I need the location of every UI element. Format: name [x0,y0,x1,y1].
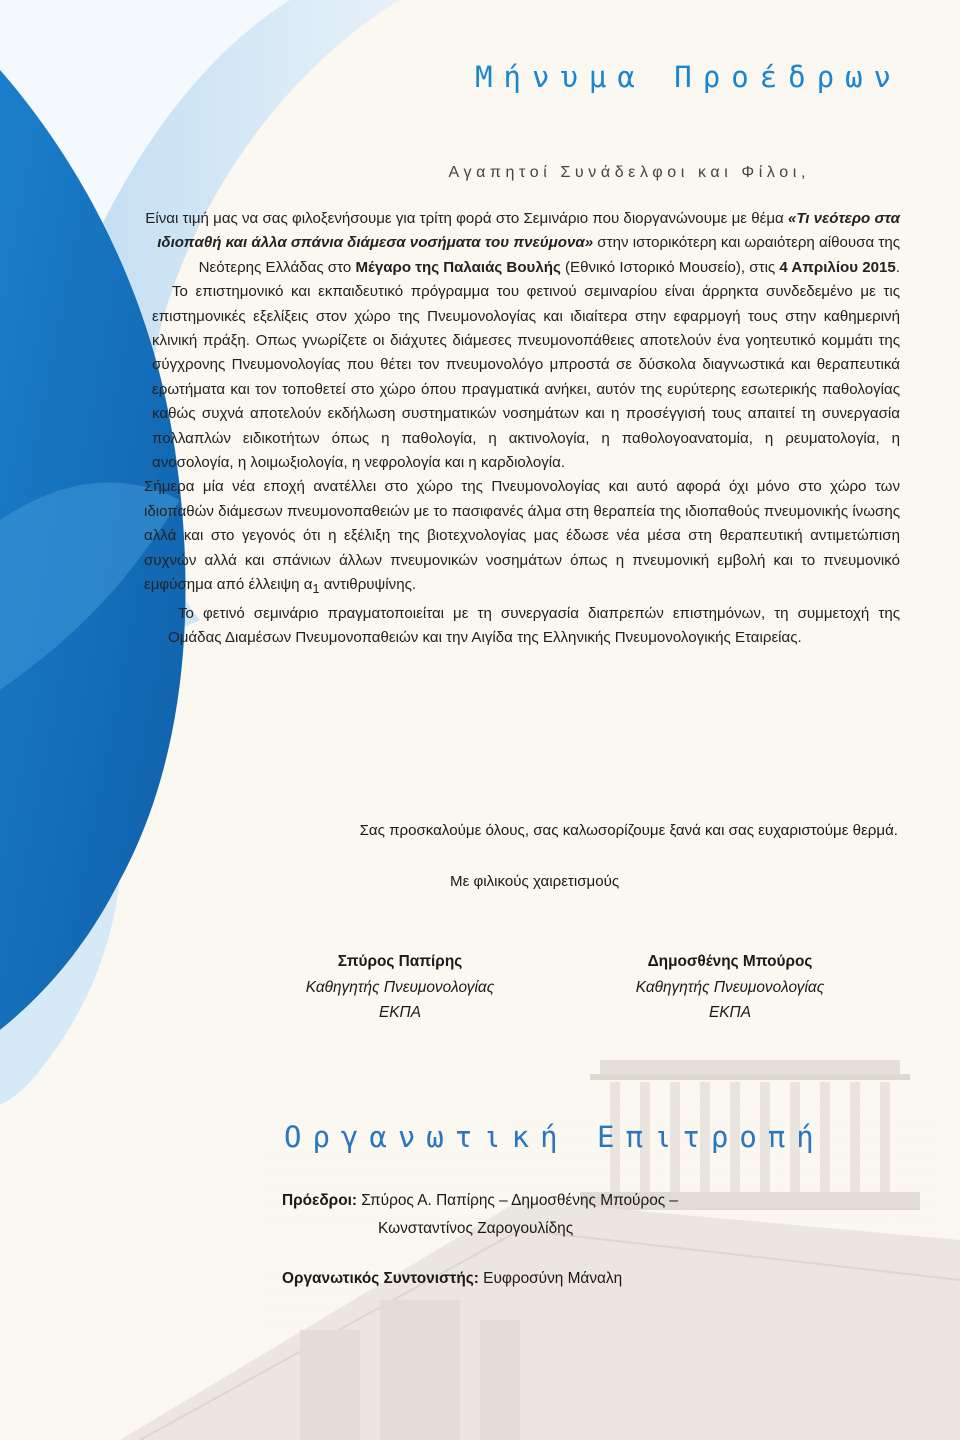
coordinator-label: Οργανωτικός Συντονιστής: [282,1270,479,1287]
intro-text-2: στην ιστορικότερη και ωραιότερη αίθουσα της Νεότερης Ελλάδας στο [198,234,900,276]
greeting: Αγαπητοί Συνάδελφοι και Φίλοι, [448,164,810,181]
signatory-org: ΕΚΠΑ [379,1004,421,1021]
new-era-tail: αντιθρυψίνης. [319,576,417,594]
paragraph-intro [140,207,900,280]
organizing-coordinator [282,1270,622,1288]
closing-regards: Με φιλικούς χαιρετισμούς [450,873,620,890]
signature-block [240,949,560,1026]
chairs-names: Σπύρος Α. Παπίρης – Δημοσθένης Μπούρος – [357,1192,679,1209]
page-title: Μήνυμα Προέδρων [475,60,902,94]
paragraph-program: Το επιστημονικό και εκπαιδευτικό πρόγραμμα του φετινού σεμιναρίου είναι άρρηκτα συνδεδεμένο με τις επιστημονικές εξελίξεις στον χώρο της Πνευμονολογίας και ιδιαίτερα στην εφαρμογή τους στην καθημερινή κλινική πράξη. Οπως γνωρίζετε οι διάχυτες διάμεσες πνευμονοπάθειες αποτελούν ένα γοητευτικό κομμάτι της σύγχρονης Πνευμονολογίας που θέτει τον πνευμονολόγο μπροστά σε δύσκολα διαγνωστικά και θεραπευτικά ερωτήματα και τον τοποθετεί στο χώρο όπου πραγματικά ανήκει, αυτόν της ευρύτερης εσωτερικής παθολογίας καθώς συχνά αποτελούν εκδήλωση συστηματικών νοσημάτων και η προσέγγισή τους απαιτεί τη συνεργασία πολλαπλών ειδικοτήτων όπως η παθολογία, η ακτινολογία, η παθολογοανατομία, η ρευματολογία, η ανοσολογία, η λοιμωξιολογία, η νεφρολογία και η καρδιολογία. [152,283,900,472]
venue-name: Μέγαρο της Παλαιάς Βουλής [355,258,561,276]
signatory-role: Καθηγητής Πνευμονολογίας [305,978,495,996]
signatory-role: Καθηγητής Πνευμονολογίας [635,978,825,996]
signatory-name: Σπύρος Παπίρης [337,953,463,970]
intro-text-3: (Εθνικό Ιστορικό Μουσείο), στις [560,258,780,276]
letter-body [140,207,900,650]
committee-title: Οργανωτική Επιτροπή [284,1120,825,1154]
signatory-name: Δημοσθένης Μπούρος [647,953,813,970]
seminar-topic: «Τι νεότερο στα ιδιοπαθή και άλλα σπάνια διάμεσα νοσήματα του πνεύμονα» [157,210,900,252]
invitation-line: Σας προσκαλούμε όλους, σας καλωσορίζουμε ξανά και σας ευχαριστούμε θερμά. [359,822,898,839]
signature-block [570,949,890,1026]
committee-chairs [282,1187,678,1243]
seminar-date: 4 Απριλίου 2015 [779,258,896,276]
chairs-names-continued: Κωνσταντίνος Ζαρογουλίδης [378,1220,574,1237]
paragraph-cooperation: Το φετινό σεμινάριο πραγματοποιείται με τη συνεργασία διαπρεπών επιστημόνων, τη συμμετοχή της Ομάδας Διαμέσων Πνευμονοπαθειών και την Αιγίδα της Ελληνικής Πνευμονολογικής Εταιρείας. [168,604,900,646]
new-era-text: Σήμερα μία νέα εποχή ανατέλλει στο χώρο της Πνευμονολογίας και αυτό αφορά όχι μόνο στο χώρο των ιδιοπαθών διάμεσων πνευμονοπαθειών με το πασιφανές άλμα στη θεραπεία της ιδιοπαθούς πνευμονικής ίνωσης αλλά και στο γεγονός ότι η εξέλιξη της βιοτεχνολογίας μας έδωσε νέα μέσα στη θεραπευτική αντιμετώπιση συχνών αλλά και σπάνιων άλλων πνευμονικών νοσημάτων όπως η πνευμονική εμβολή και το πνευμονικό εμφύσημα από έλλειψη α [144,478,900,594]
coordinator-name: Ευφροσύνη Μάναλη [478,1270,623,1287]
intro-text-4: . [895,258,900,276]
paragraph-new-era [140,475,900,601]
alpha-subscript: 1 [312,582,320,597]
signatory-org: ΕΚΠΑ [709,1004,751,1021]
intro-text: Είναι τιμή μας να σας φιλοξενήσουμε για τρίτη φορά στο Σεμινάριο που διοργανώνουμε με θέμα [145,210,788,227]
chairs-label: Πρόεδροι: [282,1192,357,1209]
